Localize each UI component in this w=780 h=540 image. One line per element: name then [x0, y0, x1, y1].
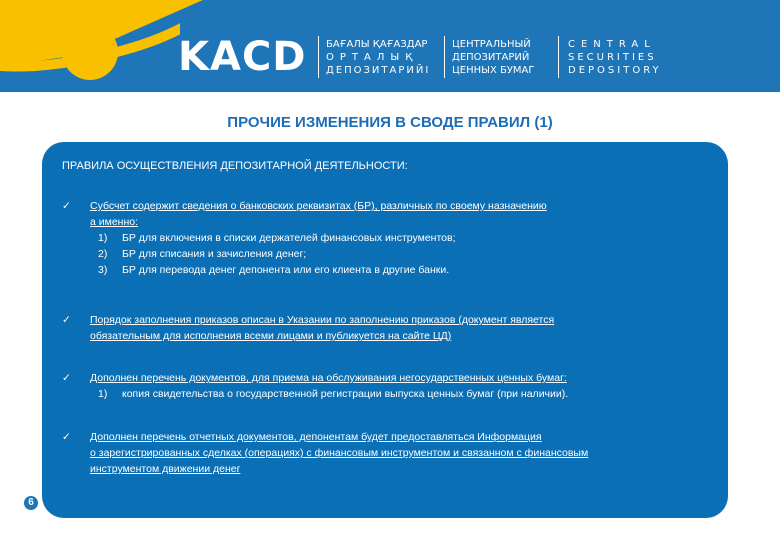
divider: [318, 36, 319, 78]
checkmark-icon: ✓: [62, 431, 71, 443]
sub-number: 1): [98, 232, 108, 244]
sub-number: 2): [98, 248, 108, 260]
divider: [444, 36, 445, 78]
sub-number: 1): [98, 388, 108, 400]
item-text: [90, 429, 588, 477]
checkmark-icon: ✓: [62, 314, 71, 326]
org-kz-line: БАҒАЛЫ ҚАҒАЗДАР: [326, 39, 428, 50]
item-line: а именно:: [90, 216, 139, 228]
org-name-en: [568, 38, 662, 77]
page-number: 6: [22, 494, 40, 512]
sub-text: копия свидетельства о государственной регистрации выпуска ценных бумаг (при наличии).: [122, 388, 569, 400]
sub-number: 3): [98, 264, 108, 276]
org-ru-line: ЦЕНТРАЛЬНЫЙ: [452, 39, 531, 50]
item-line: Порядок заполнения приказов описан в Указании по заполнению приказов (документ является: [90, 314, 555, 326]
logo-swoosh-icon: [0, 0, 180, 92]
item-line: Дополнен перечень документов, для приема на обслуживания негосударственных ценных бумаг:: [90, 372, 567, 384]
item-text: [90, 312, 554, 344]
org-kz-line: ДЕПОЗИТАРИЙІ: [326, 65, 431, 76]
sub-text: БР для списания и зачисления денег;: [122, 248, 307, 260]
org-kz-line: ОРТАЛЫҚ: [326, 52, 419, 63]
divider: [558, 36, 559, 78]
panel-heading: ПРАВИЛА ОСУЩЕСТВЛЕНИЯ ДЕПОЗИТАРНОЙ ДЕЯТЕЛЬНОСТИ:: [62, 160, 408, 172]
item-line: Дополнен перечень отчетных документов, депонентам будет предоставляться Информация: [90, 431, 542, 443]
checkmark-icon: ✓: [62, 200, 71, 212]
slide-title: ПРОЧИЕ ИЗМЕНЕНИЯ В СВОДЕ ПРАВИЛ (1): [227, 114, 553, 131]
logo-text: KACD: [178, 34, 307, 80]
org-name-kz: [326, 38, 430, 77]
header: [0, 0, 780, 92]
item-text: [90, 198, 547, 278]
sub-item: [90, 230, 547, 246]
sub-item: [90, 246, 547, 262]
sub-text: БР для включения в списки держателей финансовых инструментов;: [122, 232, 456, 244]
item-text: [90, 370, 568, 402]
sub-text: БР для перевода денег депонента или его клиента в другие банки.: [122, 264, 450, 276]
item-line: о зарегистрированных сделках (операциях) с финансовым инструментом и связанном с финансовым: [90, 447, 589, 459]
org-en-line: DEPOSITORY: [568, 65, 662, 76]
org-en-line: CENTRAL: [568, 39, 656, 50]
checkmark-icon: ✓: [62, 372, 71, 384]
item-line: инструментом движении денег: [90, 463, 241, 475]
org-ru-line: ДЕПОЗИТАРИЙ: [452, 52, 530, 63]
item-line: Субсчет содержит сведения о банковских реквизитах (БР), различных по своему назначению: [90, 200, 547, 212]
sub-item: [90, 386, 568, 402]
org-name-ru: [452, 38, 535, 77]
org-en-line: SECURITIES: [568, 52, 657, 63]
sub-item: [90, 262, 547, 278]
org-ru-line: ЦЕННЫХ БУМАГ: [452, 65, 535, 76]
item-line: обязательным для исполнения всеми лицами и публикуется на сайте ЦД): [90, 330, 452, 342]
